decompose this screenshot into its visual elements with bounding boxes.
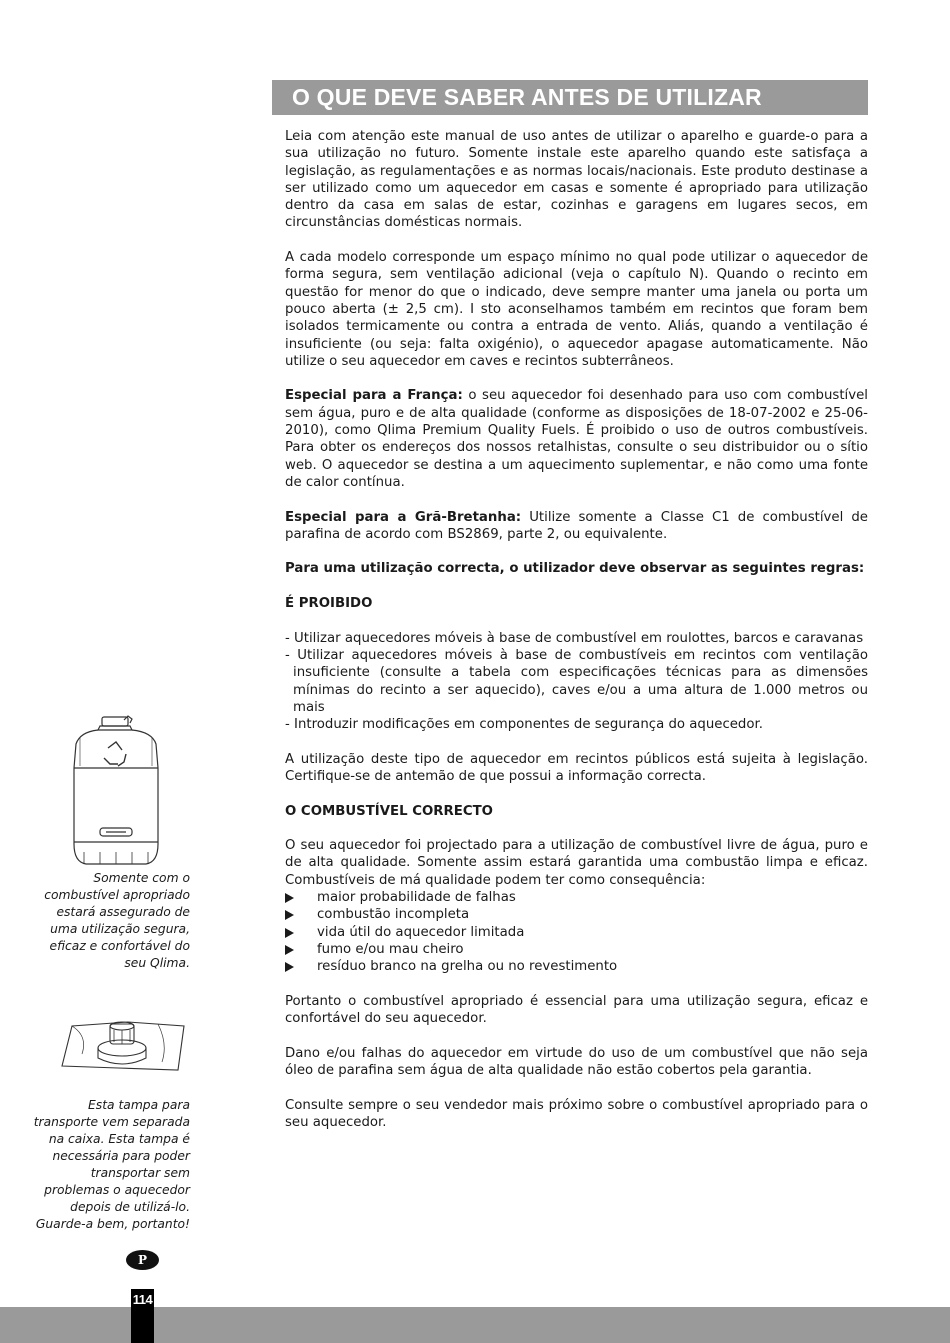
title-bar (272, 80, 868, 115)
france-paragraph (285, 387, 868, 491)
list-item: - Introduzir modificações em componentes de segurança do aquecedor. (285, 717, 763, 733)
uk-text: Utilize somente a Classe C1 de combustível de parafina de acordo com BS2869, parte 2, ou equivalente. (285, 509, 868, 542)
list-item: - Utilizar aquecedores móveis à base de combustível em roulottes, barcos e caravanas (285, 630, 864, 646)
list-item (285, 889, 868, 906)
language-badge: P (126, 1250, 159, 1270)
list-item-text: maior probabilidade de falhas (317, 890, 516, 906)
list-item (285, 906, 868, 923)
uk-paragraph (285, 509, 868, 544)
fuel-container-illustration (66, 714, 166, 866)
list-item (285, 924, 868, 941)
rules-heading: Para uma utilização correcta, o utilizador deve observar as seguintes regras: (285, 561, 865, 577)
list-item: - Utilizar aquecedores móveis à base de combustíveis em recintos com ventilação insuficiente (consulte a tabela com especificações técnicas para as dimensões mínimas do recinto a ser aquecido), caves e/ou a uma altura de 1.000 metros ou mais (285, 647, 868, 715)
arrow-bullet-icon (285, 910, 294, 920)
fuel-heading: O COMBUSTÍVEL CORRECTO (285, 803, 493, 819)
uk-lead: Especial para a Grã-Bretanha: (285, 509, 522, 525)
prohibited-list (285, 630, 868, 734)
list-item (285, 958, 868, 975)
cap-caption: Esta tampa para transporte vem separada na caixa. Esta tampa é necessária para poder transportar sem problemas o aquecedor depois de utilizá-lo. Guarde-a bem, portanto! (33, 1098, 190, 1231)
transport-cap-illustration (58, 1014, 188, 1074)
intro-paragraph: Leia com atenção este manual de uso antes de utilizar o aparelho e guarde-o para a sua utilização no futuro. Somente instale este aparelho quando este satisfaça a legislação, as regulamentações e as normas locais/nacionais. Este produto destinase a ser utilizado como um aquecedor em casas e somente é apropriado para utilização dentro da casa em salas de estar, cozinhas e garagens em lugares secos, em circunstâncias domésticas normais. (285, 129, 868, 231)
prohibited-heading: É PROIBIDO (285, 596, 373, 612)
arrow-bullet-icon (285, 962, 294, 972)
arrow-bullet-icon (285, 928, 294, 938)
list-item-text: combustão incompleta (317, 907, 470, 923)
france-lead: Especial para a França: (285, 388, 463, 404)
list-item-text: vida útil do aquecedor limitada (317, 924, 525, 940)
fuel-consequences-list (285, 889, 868, 975)
list-item (285, 941, 868, 958)
page-number: 114 (131, 1289, 154, 1343)
essential-paragraph: Portanto o combustível apropriado é essencial para uma utilização segura, eficaz e confortável do seu aquecedor. (285, 993, 868, 1027)
warranty-paragraph: Dano e/ou falhas do aquecedor em virtude do uso de um combustível que não seja óleo de parafina sem água de alta qualidade não estão cobertos pela garantia. (285, 1045, 868, 1079)
france-text: o seu aquecedor foi desenhado para uso com combustível sem água, puro e de alta qualidade (conforme as disposições de 18-07-2002 e 25-06-2010), como Qlima Premium Quality Fuels. É proibido o uso de outros combustíveis. Para obter os endereços dos nossos retalhistas, consulte o seu distribuidor ou o sítio web. O aquecedor se destina a um aquecimento suplementar, e não como uma fonte de calor contínua. (285, 388, 868, 490)
fuel-intro: O seu aquecedor foi projectado para a utilização de combustível livre de água, puro e de alta qualidade. Somente assim estará garantida uma combustão limpa e eficaz. Combustíveis de má qualidade podem ter como consequência: (285, 838, 868, 888)
list-item-text: fumo e/ou mau cheiro (317, 941, 464, 957)
main-content (285, 128, 868, 1149)
public-use-paragraph: A utilização deste tipo de aquecedor em recintos públicos está sujeita à legislação. Certifique-se de antemão de que possui a informação correcta. (285, 751, 868, 784)
arrow-bullet-icon (285, 945, 294, 955)
arrow-bullet-icon (285, 893, 294, 903)
ventilation-paragraph: A cada modelo corresponde um espaço mínimo no qual pode utilizar o aquecedor de forma segura, sem ventilação adicional (veja o capítulo N). Quando o recinto em questão for menor do que o indicado, deve sempre manter uma janela ou porta um pouco aberta (± 2,5 cm). I sto aconselhamos também em recintos que foram bem isolados termicamente ou contra a entrada de vento. Aliás, quando a ventilação é insuficiente (ou seja: falta oxigénio), o aquecedor apagase automaticamente. Não utilize o seu aquecedor em caves e recintos subterrâneos. (285, 250, 868, 369)
list-item-text: resíduo branco na grelha ou no revestimento (317, 959, 618, 975)
page-title: O QUE DEVE SABER ANTES DE UTILIZAR (292, 84, 762, 110)
bottle-caption: Somente com o combustível apropriado estará assegurado de uma utilização segura, eficaz e confortável do seu Qlima. (44, 871, 190, 970)
dealer-paragraph: Consulte sempre o seu vendedor mais próximo sobre o combustível apropriado para o seu aquecedor. (285, 1097, 868, 1130)
